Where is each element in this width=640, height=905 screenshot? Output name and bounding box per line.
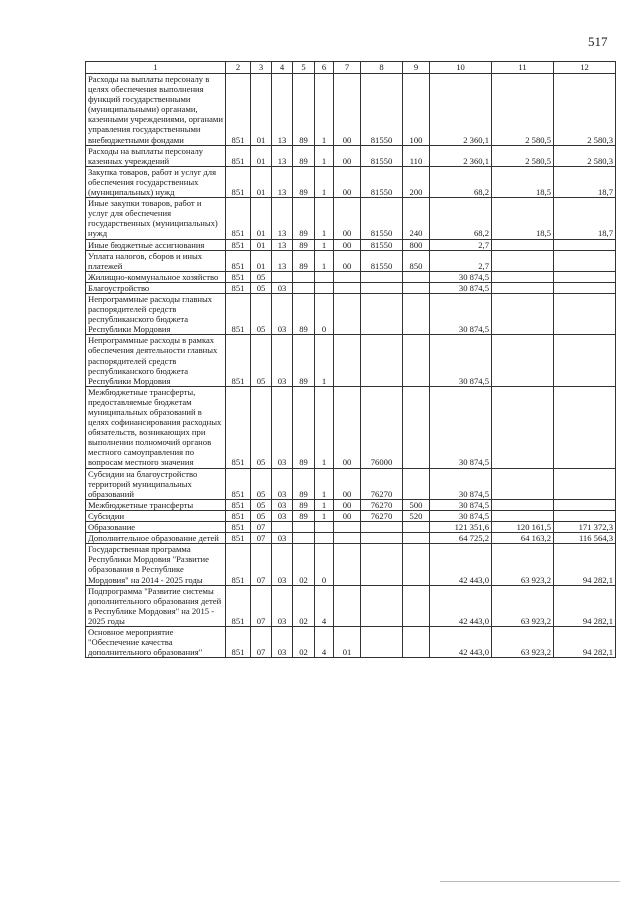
cell-subsection: 03 [272,293,293,334]
cell-direction: 76270 [361,510,403,521]
cell-section: 01 [251,239,272,250]
table-row [86,250,616,271]
cell-direction [361,585,403,626]
cell-section: 07 [251,522,272,533]
cell-amount-col11 [492,468,554,499]
cell-grbs: 851 [226,544,251,585]
cell-section: 01 [251,198,272,239]
cell-event [334,544,361,585]
table-row [86,585,616,626]
cell-name: Закупка товаров, работ и услуг для обеспечения государственных (муниципальных) нужд [86,166,226,197]
cell-expense-type [403,386,430,468]
cell-expense-type: 200 [403,166,430,197]
cell-expense-type: 100 [403,74,430,146]
cell-amount-col12: 18,7 [554,166,616,197]
cell-subprogram: 1 [315,166,334,197]
cell-amount-col10: 30 874,5 [430,386,492,468]
cell-amount-col10: 68,2 [430,166,492,197]
cell-subsection: 03 [272,585,293,626]
cell-program: 89 [293,335,315,386]
cell-expense-type [403,293,430,334]
cell-grbs: 851 [226,335,251,386]
cell-expense-type [403,533,430,544]
cell-name: Непрограммные расходы в рамках обеспечения деятельности главных распорядителей средств республиканского бюджета Республики Мордовия [86,335,226,386]
cell-program: 89 [293,74,315,146]
table-row [86,335,616,386]
column-header: 11 [492,62,554,74]
cell-direction: 81550 [361,239,403,250]
table-row [86,166,616,197]
cell-program: 89 [293,386,315,468]
cell-amount-col11 [492,250,554,271]
cell-subsection: 03 [272,510,293,521]
cell-amount-col12 [554,499,616,510]
column-header: 7 [334,62,361,74]
cell-amount-col12: 2 580,3 [554,74,616,146]
cell-event: 00 [334,198,361,239]
cell-subsection: 13 [272,145,293,166]
cell-subprogram: 1 [315,335,334,386]
cell-amount-col11: 2 580,5 [492,145,554,166]
cell-expense-type [403,271,430,282]
cell-grbs: 851 [226,282,251,293]
cell-program: 89 [293,510,315,521]
cell-event [334,585,361,626]
cell-amount-col12: 171 372,3 [554,522,616,533]
cell-direction [361,626,403,657]
cell-event: 00 [334,166,361,197]
cell-program [293,533,315,544]
cell-event: 00 [334,468,361,499]
cell-direction: 76270 [361,499,403,510]
cell-name: Иные закупки товаров, работ и услуг для обеспечения государственных (муниципальных) нужд [86,198,226,239]
cell-event: 00 [334,250,361,271]
cell-subsection: 03 [272,499,293,510]
table-header-row [86,62,616,74]
cell-amount-col11: 18,5 [492,166,554,197]
cell-direction: 81550 [361,198,403,239]
cell-direction [361,544,403,585]
column-header: 10 [430,62,492,74]
cell-name: Благоустройство [86,282,226,293]
cell-subprogram: 1 [315,239,334,250]
cell-expense-type: 110 [403,145,430,166]
table-row [86,239,616,250]
column-header: 3 [251,62,272,74]
cell-amount-col12: 116 564,3 [554,533,616,544]
cell-amount-col11: 63 923,2 [492,544,554,585]
cell-event [334,271,361,282]
table-row [86,499,616,510]
column-header: 5 [293,62,315,74]
table-row [86,74,616,146]
cell-amount-col11 [492,239,554,250]
cell-section: 07 [251,626,272,657]
cell-grbs: 851 [226,198,251,239]
cell-event: 00 [334,510,361,521]
cell-event [334,533,361,544]
cell-name: Субсидии на благоустройство территорий муниципальных образований [86,468,226,499]
cell-grbs: 851 [226,626,251,657]
cell-subprogram: 1 [315,386,334,468]
cell-direction: 81550 [361,250,403,271]
cell-direction [361,522,403,533]
cell-subsection: 13 [272,74,293,146]
cell-amount-col12 [554,271,616,282]
cell-amount-col10: 2 360,1 [430,74,492,146]
cell-program: 89 [293,250,315,271]
cell-program [293,522,315,533]
page-number: 517 [588,34,608,49]
cell-amount-col12: 94 282,1 [554,585,616,626]
cell-event: 00 [334,386,361,468]
cell-section: 05 [251,335,272,386]
cell-name: Подпрограмма "Развитие системы дополнительного образования детей в Республике Мордовия" на 2015 - 2025 годы [86,585,226,626]
cell-subsection: 03 [272,468,293,499]
cell-amount-col11 [492,293,554,334]
cell-amount-col11: 64 163,2 [492,533,554,544]
cell-grbs: 851 [226,74,251,146]
cell-grbs: 851 [226,522,251,533]
cell-program [293,282,315,293]
cell-grbs: 851 [226,585,251,626]
cell-grbs: 851 [226,386,251,468]
cell-section: 01 [251,74,272,146]
cell-program: 89 [293,499,315,510]
cell-amount-col10: 30 874,5 [430,499,492,510]
table-row [86,544,616,585]
cell-subsection [272,271,293,282]
cell-program: 02 [293,544,315,585]
cell-amount-col12 [554,510,616,521]
cell-direction [361,533,403,544]
table-row [86,533,616,544]
column-header: 8 [361,62,403,74]
cell-grbs: 851 [226,166,251,197]
cell-subsection [272,522,293,533]
cell-expense-type [403,468,430,499]
cell-expense-type: 800 [403,239,430,250]
table-row [86,510,616,521]
cell-name: Расходы на выплаты персоналу казенных учреждений [86,145,226,166]
cell-grbs: 851 [226,499,251,510]
cell-expense-type [403,335,430,386]
column-header: 9 [403,62,430,74]
footer-rule [440,881,620,882]
cell-section: 07 [251,544,272,585]
cell-subsection: 13 [272,239,293,250]
cell-amount-col10: 121 351,6 [430,522,492,533]
table-row [86,386,616,468]
cell-section: 01 [251,166,272,197]
cell-name: Расходы на выплаты персоналу в целях обеспечения выполнения функций государственными (муниципальными) органами, казенными учреждениями, органами управления государственными внебюджетными фондами [86,74,226,146]
cell-name: Основное мероприятие "Обеспечение качества дополнительного образования" [86,626,226,657]
cell-section: 05 [251,271,272,282]
cell-amount-col12 [554,293,616,334]
cell-amount-col11 [492,282,554,293]
cell-amount-col10: 30 874,5 [430,510,492,521]
column-header: 2 [226,62,251,74]
cell-amount-col10: 64 725,2 [430,533,492,544]
cell-direction: 76270 [361,468,403,499]
cell-event [334,335,361,386]
cell-name: Субсидии [86,510,226,521]
cell-subsection: 03 [272,533,293,544]
table-row [86,626,616,657]
cell-event: 00 [334,145,361,166]
cell-subprogram [315,522,334,533]
table-row [86,145,616,166]
cell-amount-col10: 68,2 [430,198,492,239]
cell-subprogram: 1 [315,198,334,239]
cell-grbs: 851 [226,468,251,499]
cell-subprogram: 4 [315,585,334,626]
cell-subsection: 03 [272,626,293,657]
cell-subsection: 03 [272,386,293,468]
table-row [86,522,616,533]
cell-amount-col11: 18,5 [492,198,554,239]
cell-program: 89 [293,198,315,239]
cell-subprogram [315,282,334,293]
cell-subsection: 13 [272,250,293,271]
cell-expense-type: 850 [403,250,430,271]
cell-amount-col10: 42 443,0 [430,585,492,626]
table-row [86,468,616,499]
cell-amount-col11 [492,386,554,468]
table-row [86,271,616,282]
cell-direction [361,293,403,334]
cell-program: 02 [293,626,315,657]
cell-direction [361,335,403,386]
cell-section: 05 [251,386,272,468]
cell-subsection: 13 [272,198,293,239]
cell-subprogram: 1 [315,250,334,271]
cell-section: 05 [251,499,272,510]
cell-amount-col12 [554,335,616,386]
cell-amount-col11: 63 923,2 [492,626,554,657]
cell-amount-col12: 94 282,1 [554,544,616,585]
cell-amount-col12 [554,386,616,468]
cell-name: Межбюджетные трансферты [86,499,226,510]
cell-subprogram: 1 [315,145,334,166]
cell-grbs: 851 [226,145,251,166]
table-row [86,198,616,239]
cell-expense-type [403,585,430,626]
cell-name: Непрограммные расходы главных распорядителей средств республиканского бюджета Республики Мордовия [86,293,226,334]
cell-amount-col10: 30 874,5 [430,468,492,499]
budget-table [85,61,616,658]
column-header: 4 [272,62,293,74]
cell-program: 89 [293,239,315,250]
cell-name: Уплата налогов, сборов и иных платежей [86,250,226,271]
cell-direction [361,271,403,282]
cell-subprogram [315,271,334,282]
cell-amount-col12 [554,239,616,250]
cell-event [334,522,361,533]
cell-subsection: 03 [272,282,293,293]
cell-event [334,293,361,334]
cell-program: 02 [293,585,315,626]
cell-amount-col11: 120 161,5 [492,522,554,533]
cell-section: 05 [251,293,272,334]
cell-section: 05 [251,510,272,521]
cell-subprogram: 0 [315,293,334,334]
cell-name: Государственная программа Республики Мордовия "Развитие образования в Республике Мордовия" на 2014 - 2025 годы [86,544,226,585]
cell-section: 07 [251,585,272,626]
cell-amount-col12: 94 282,1 [554,626,616,657]
cell-expense-type: 240 [403,198,430,239]
cell-name: Иные бюджетные ассигнования [86,239,226,250]
cell-section: 07 [251,533,272,544]
cell-grbs: 851 [226,510,251,521]
cell-section: 01 [251,145,272,166]
cell-amount-col12 [554,282,616,293]
cell-program: 89 [293,293,315,334]
column-header: 1 [86,62,226,74]
cell-amount-col12 [554,468,616,499]
cell-amount-col12 [554,250,616,271]
cell-amount-col11 [492,271,554,282]
cell-program: 89 [293,166,315,197]
cell-subsection: 03 [272,335,293,386]
cell-subprogram: 1 [315,468,334,499]
cell-subsection: 03 [272,544,293,585]
cell-amount-col11 [492,510,554,521]
cell-amount-col10: 2,7 [430,239,492,250]
cell-direction: 81550 [361,74,403,146]
cell-event: 00 [334,499,361,510]
cell-amount-col10: 30 874,5 [430,293,492,334]
cell-amount-col10: 30 874,5 [430,335,492,386]
cell-expense-type [403,282,430,293]
cell-subprogram: 4 [315,626,334,657]
table-body [86,74,616,658]
cell-amount-col10: 30 874,5 [430,271,492,282]
cell-grbs: 851 [226,250,251,271]
cell-event: 01 [334,626,361,657]
cell-amount-col11 [492,335,554,386]
cell-program: 89 [293,145,315,166]
cell-expense-type: 520 [403,510,430,521]
column-header: 6 [315,62,334,74]
cell-subsection: 13 [272,166,293,197]
cell-grbs: 851 [226,293,251,334]
cell-direction: 76000 [361,386,403,468]
cell-name: Образование [86,522,226,533]
cell-name: Дополнительное образование детей [86,533,226,544]
cell-program: 89 [293,468,315,499]
cell-subprogram: 1 [315,510,334,521]
cell-grbs: 851 [226,533,251,544]
cell-amount-col10: 42 443,0 [430,626,492,657]
cell-subprogram: 1 [315,74,334,146]
column-header: 12 [554,62,616,74]
cell-section: 01 [251,250,272,271]
cell-amount-col11: 63 923,2 [492,585,554,626]
cell-expense-type [403,544,430,585]
cell-amount-col11: 2 580,5 [492,74,554,146]
cell-event: 00 [334,74,361,146]
table-row [86,293,616,334]
cell-amount-col11 [492,499,554,510]
cell-event [334,282,361,293]
cell-amount-col12: 2 580,3 [554,145,616,166]
cell-subprogram: 0 [315,544,334,585]
cell-amount-col10: 30 874,5 [430,282,492,293]
cell-expense-type [403,522,430,533]
cell-name: Межбюджетные трансферты, предоставляемые бюджетам муниципальных образований в целях софинансирования расходных обязательств, возникающих при выполнении полномочий органов местного самоуправления по вопросам местного значения [86,386,226,468]
cell-direction: 81550 [361,166,403,197]
cell-name: Жилищно-коммунальное хозяйство [86,271,226,282]
table-row [86,282,616,293]
cell-subprogram: 1 [315,499,334,510]
cell-amount-col10: 2 360,1 [430,145,492,166]
cell-amount-col12: 18,7 [554,198,616,239]
cell-amount-col10: 2,7 [430,250,492,271]
cell-expense-type [403,626,430,657]
cell-section: 05 [251,468,272,499]
cell-grbs: 851 [226,239,251,250]
cell-direction: 81550 [361,145,403,166]
cell-expense-type: 500 [403,499,430,510]
cell-event: 00 [334,239,361,250]
cell-section: 05 [251,282,272,293]
cell-subprogram [315,533,334,544]
cell-program [293,271,315,282]
cell-direction [361,282,403,293]
cell-grbs: 851 [226,271,251,282]
cell-amount-col10: 42 443,0 [430,544,492,585]
